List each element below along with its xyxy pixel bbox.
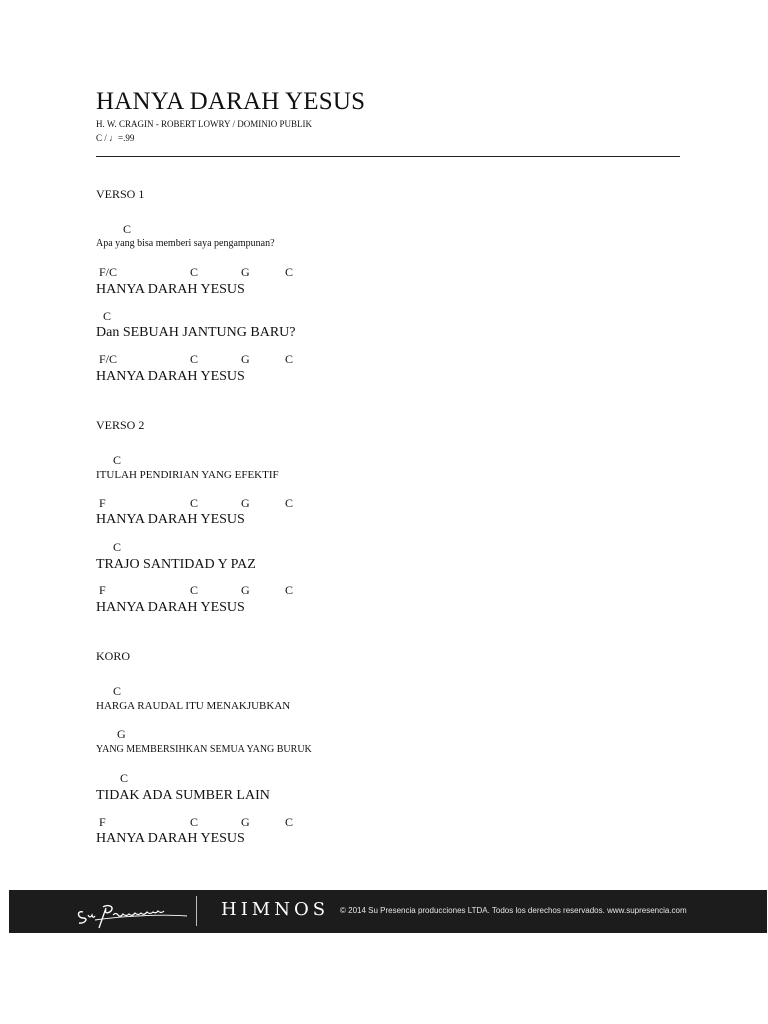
chord: C bbox=[285, 583, 294, 597]
lyric-line: HANYA DARAH YESUS bbox=[96, 831, 245, 846]
chord: C bbox=[285, 496, 294, 510]
chord: G bbox=[241, 352, 250, 366]
chord: C bbox=[120, 771, 129, 785]
lyric-line: HANYA DARAH YESUS bbox=[96, 512, 245, 527]
lyric-line: TIDAK ADA SUMBER LAIN bbox=[96, 788, 270, 803]
section-label-verse-2: VERSO 2 bbox=[96, 418, 145, 432]
lyric-line: YANG MEMBERSIHKAN SEMUA YANG BURUK bbox=[96, 744, 312, 755]
lyric-line: TRAJO SANTIDAD Y PAZ bbox=[96, 557, 256, 572]
chord: C bbox=[113, 453, 122, 467]
lyric-line: HARGA RAUDAL ITU MENAKJUBKAN bbox=[96, 700, 291, 712]
lyric-line: HANYA DARAH YESUS bbox=[96, 369, 245, 384]
chord: G bbox=[241, 496, 250, 510]
chord: F bbox=[99, 583, 106, 597]
chord: C bbox=[113, 684, 122, 698]
chord: G bbox=[241, 265, 250, 279]
chord: C bbox=[123, 222, 132, 236]
lyric-line: Apa yang bisa memberi saya pengampunan? bbox=[96, 238, 275, 249]
footer-divider bbox=[196, 896, 197, 926]
chord: C bbox=[113, 540, 122, 554]
footer-bar bbox=[9, 890, 767, 933]
chord: G bbox=[117, 727, 126, 741]
key-tempo: C / ♩=.99 bbox=[96, 133, 135, 143]
copyright-notice: © 2014 Su Presencia producciones LTDA. Todos los derechos reservados. www.supresencia.com bbox=[340, 906, 687, 915]
chord: C bbox=[103, 309, 112, 323]
chord: C bbox=[190, 352, 199, 366]
chord: F/C bbox=[99, 352, 118, 366]
chord: G bbox=[241, 583, 250, 597]
lyric-line: Dan SEBUAH JANTUNG BARU? bbox=[96, 325, 296, 340]
chord: C bbox=[285, 815, 294, 829]
chord: C bbox=[190, 815, 199, 829]
section-label-chorus: KORO bbox=[96, 649, 131, 663]
chord: F/C bbox=[99, 265, 118, 279]
chord: C bbox=[285, 352, 294, 366]
song-title: HANYA DARAH YESUS bbox=[96, 88, 366, 115]
lyric-line: ITULAH PENDIRIAN YANG EFEKTIF bbox=[96, 469, 279, 481]
lyric-line: HANYA DARAH YESUS bbox=[96, 282, 245, 297]
chord: F bbox=[99, 496, 106, 510]
chord: C bbox=[190, 583, 199, 597]
chord: F bbox=[99, 815, 106, 829]
song-authors: H. W. CRAGIN - ROBERT LOWRY / DOMINIO PUBLIK bbox=[96, 119, 312, 129]
section-label-verse-1: VERSO 1 bbox=[96, 187, 145, 201]
chord: C bbox=[190, 265, 199, 279]
header-divider bbox=[96, 156, 680, 157]
su-presencia-logo bbox=[73, 898, 193, 930]
lyric-line: HANYA DARAH YESUS bbox=[96, 600, 245, 615]
chord: C bbox=[285, 265, 294, 279]
chord: C bbox=[190, 496, 199, 510]
chord: G bbox=[241, 815, 250, 829]
footer-section-title: HIMNOS bbox=[221, 899, 330, 920]
